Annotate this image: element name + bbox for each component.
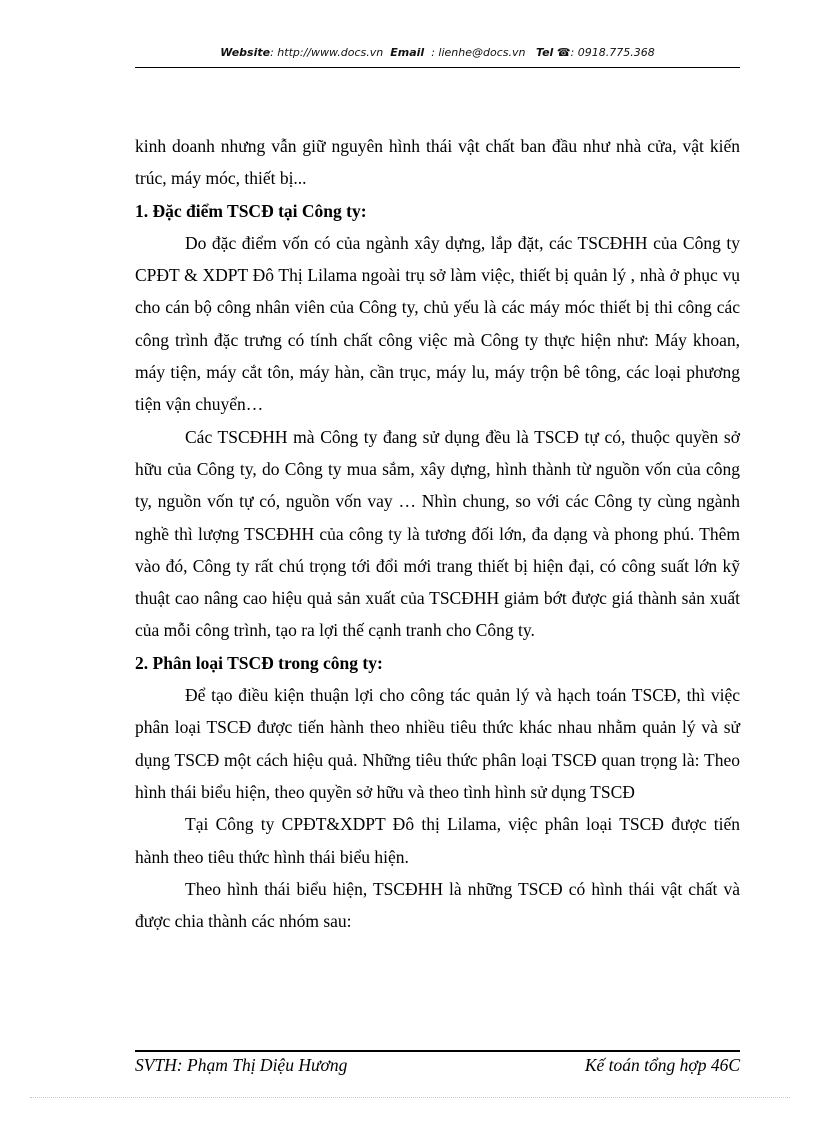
email-label: Email (390, 46, 425, 59)
website-value: : http://www.docs.vn (270, 46, 384, 59)
email-value: : lienhe@docs.vn (431, 46, 526, 59)
tel-value: : 0918.775.368 (570, 46, 655, 59)
paragraph: kinh doanh nhưng vẫn giữ nguyên hình thái vật chất ban đầu như nhà cửa, vật kiến trúc, máy móc, thiết bị... (135, 136, 740, 189)
phone-icon: ☎ (556, 46, 571, 59)
paragraph: Để tạo điều kiện thuận lợi cho công tác quản lý và hạch toán TSCĐ, thì việc phân loại TSCĐ được tiến hành theo nhiều tiêu thức khác nhau nhằm quản lý và sử dụng TSCĐ một cách hiệu quả. Những tiêu thức phân loại TSCĐ quan trọng là: Theo hình thái biểu hiện, theo quyền sở hữu và theo tình hình sử dụng TSCĐ (135, 685, 740, 802)
page-header (135, 46, 740, 59)
footer-divider (135, 1050, 740, 1052)
footer-author: SVTH: Phạm Thị Diệu Hương (135, 1055, 348, 1075)
paragraph: Do đặc điểm vốn có của ngành xây dựng, lắp đặt, các TSCĐHH của Công ty CPĐT & XDPT Đô Thị Lilama ngoài trụ sở làm việc, thiết bị quản lý , nhà ở phục vụ cho cán bộ công nhân viên của Công ty, chủ yếu là các máy móc thiết bị thi công các công trình đặc trưng có tính chất công việc mà Công ty thực hiện như: Máy khoan, máy tiện, máy cắt tôn, máy hàn, cần trục, máy lu, máy trộn bê tông, các loại phương tiện vận chuyển… (135, 232, 740, 415)
header-divider (135, 67, 740, 68)
section-heading: 2. Phân loại TSCĐ trong công ty: (135, 652, 383, 673)
paragraph: Các TSCĐHH mà Công ty đang sử dụng đều là TSCĐ tự có, thuộc quyền sở hữu của Công ty, do Công ty mua sắm, xây dựng, hình thành từ nguồn vốn của công ty, nguồn vốn tự có, nguồn vốn vay … Nhìn chung, so với các Công ty cùng ngành nghề thì lượng TSCĐHH của công ty là tương đối lớn, đa dạng và phong phú. Thêm vào đó, Công ty rất chú trọng tới đổi mới trang thiết bị hiện đại, có công suất lớn kỹ thuật cao nâng cao hiệu quả sản xuất của TSCĐHH giảm bớt được giá thành sản xuất của mỗi công trình, tạo ra lợi thế cạnh tranh cho Công ty. (135, 426, 740, 641)
website-label: Website (220, 46, 271, 59)
section-heading: 1. Đặc điểm TSCĐ tại Công ty: (135, 200, 367, 221)
paragraph: Tại Công ty CPĐT&XDPT Đô thị Lilama, việc phân loại TSCĐ được tiến hành theo tiêu thức hình thái biểu hiện. (135, 814, 740, 867)
paragraph: Theo hình thái biểu hiện, TSCĐHH là những TSCĐ có hình thái vật chất và được chia thành các nhóm sau: (135, 878, 740, 932)
document-body (135, 130, 740, 937)
footer-class: Kế toán tổng hợp 46C (584, 1055, 740, 1075)
page-bottom-border (30, 1097, 790, 1098)
tel-label: Tel (535, 46, 554, 59)
